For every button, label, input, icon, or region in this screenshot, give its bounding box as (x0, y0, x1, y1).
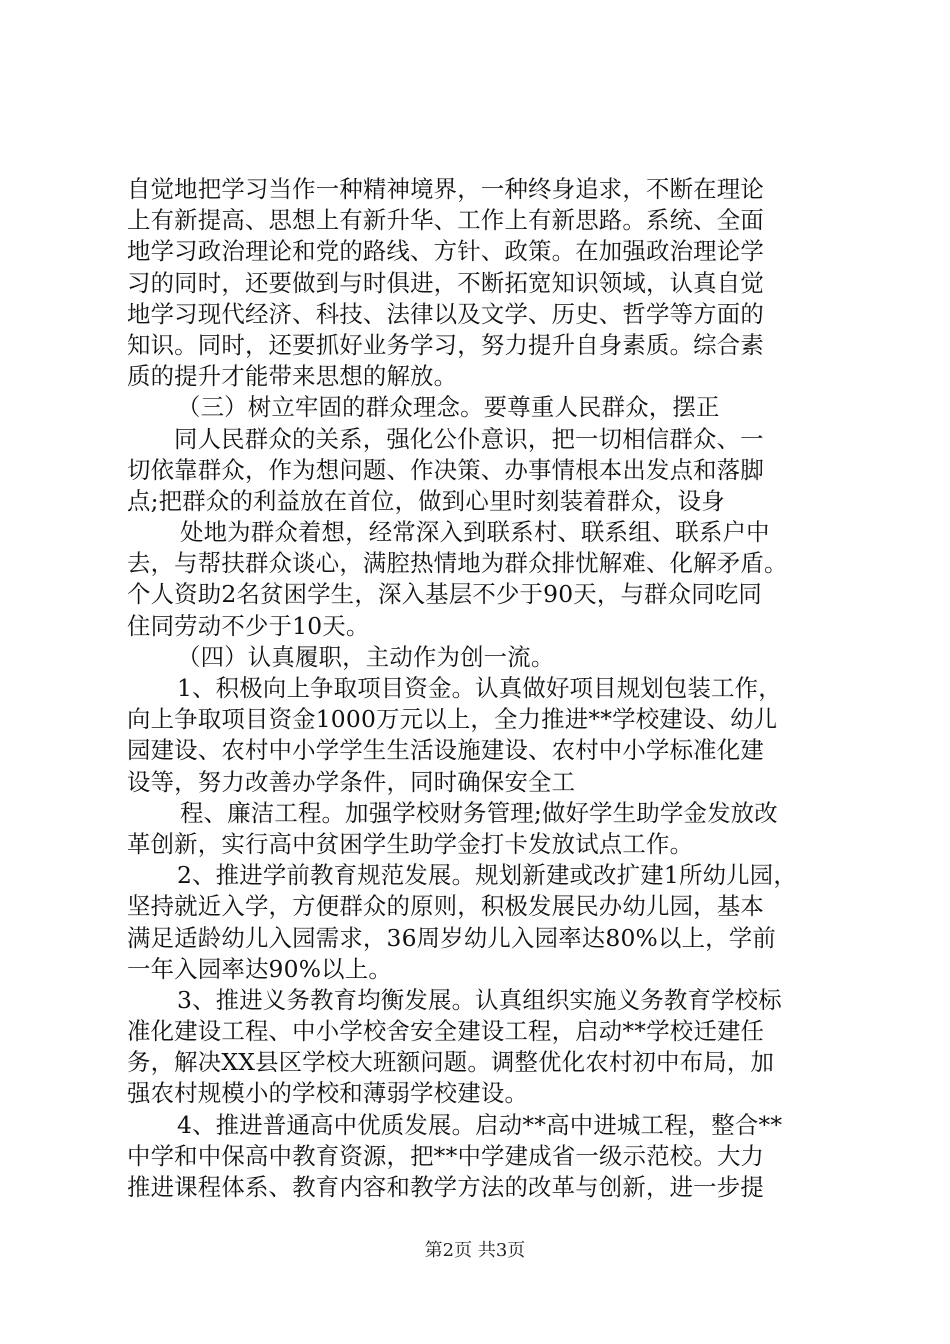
section-heading-3: （三）树立牢固的群众理念。要尊重人民群众，摆正 (177, 393, 720, 422)
item-heading-4: 4、推进普通高中优质发展。启动**高中进城工程，整合** (177, 1110, 783, 1139)
text-line: 向上争取项目资金1000万元以上，全力推进**学校建设、幼儿 (127, 705, 778, 734)
item-heading-1: 1、积极向上争取项目资金。认真做好项目规划包装工作， (177, 674, 782, 702)
text-line: 切依靠群众，作为想问题、作决策、办事情根本出发点和落脚 (127, 455, 764, 484)
text-line: 一年入园率达90%以上。 (127, 954, 392, 983)
text-line: 革创新，实行高中贫困学生助学金打卡发放试点工作。 (127, 829, 694, 858)
text-line: 地学习政治理论和党的路线、方针、政策。在加强政治理论学 (127, 237, 764, 266)
text-line: 点;把群众的利益放在首位，做到心里时刻装着群众，设身 (127, 486, 725, 515)
text-line: 推进课程体系、教育内容和教学方法的改革与创新，进一步提 (127, 1173, 764, 1201)
text-line: 处地为群众着想，经常深入到联系村、联系组、联系户中 (180, 518, 770, 547)
text-line: 上有新提高、思想上有新升华、工作上有新思路。系统、全面 (127, 206, 764, 235)
text-line: 坚持就近入学，方便群众的原则，积极发展民办幼儿园，基本 (127, 892, 764, 921)
text-line: 务，解决XX县区学校大班额问题。调整优化农村初中布局，加 (127, 1048, 775, 1077)
text-line: 习的同时，还要做到与时俱进，不断拓宽知识领域，认真自觉 (127, 268, 764, 297)
text-line: 质的提升才能带来思想的解放。 (127, 362, 458, 391)
text-line: 满足适龄幼儿入园需求，36周岁幼儿入园率达80%以上，学前 (127, 923, 776, 952)
text-line: 自觉地把学习当作一种精神境界，一种终身追求，不断在理论 (127, 175, 764, 203)
text-line: 地学习现代经济、科技、法律以及文学、历史、哲学等方面的 (127, 299, 764, 328)
text-line: 中学和中保高中教育资源，把**中学建成省一级示范校。大力 (127, 1141, 765, 1170)
item-heading-2: 2、推进学前教育规范发展。规划新建或改扩建1所幼儿园， (177, 861, 797, 890)
section-heading-4: （四）认真履职，主动作为创一流。 (177, 642, 555, 671)
text-line: 园建设、农村中小学学生生活设施建设、农村中小学标准化建 (127, 736, 764, 765)
text-line: 知识。同时，还要抓好业务学习，努力提升自身素质。综合素 (127, 330, 764, 359)
text-line: 设等，努力改善办学条件，同时确保安全工 (127, 767, 576, 796)
text-line: 去，与帮扶群众谈心，满腔热情地为群众排忧解难、化解矛盾。 (127, 549, 788, 578)
text-line: 住同劳动不少于10天。 (127, 611, 370, 640)
text-line: 强农村规模小的学校和薄弱学校建设。 (127, 1079, 529, 1108)
text-line: 准化建设工程、中小学校舍安全建设工程，启动**学校迁建任 (127, 1017, 765, 1046)
page-number-footer: 第2页 共3页 (424, 1240, 526, 1261)
text-line: 个人资助2名贫困学生，深入基层不少于90天，与群众同吃同 (127, 580, 763, 609)
item-heading-3: 3、推进义务教育均衡发展。认真组织实施义务教育学校标 (177, 985, 782, 1014)
text-line: 程、廉洁工程。加强学校财务管理;做好学生助学金发放改 (180, 798, 778, 827)
document-body (127, 174, 827, 1203)
text-line: 同人民群众的关系，强化公仆意识，把一切相信群众、一 (174, 424, 764, 453)
